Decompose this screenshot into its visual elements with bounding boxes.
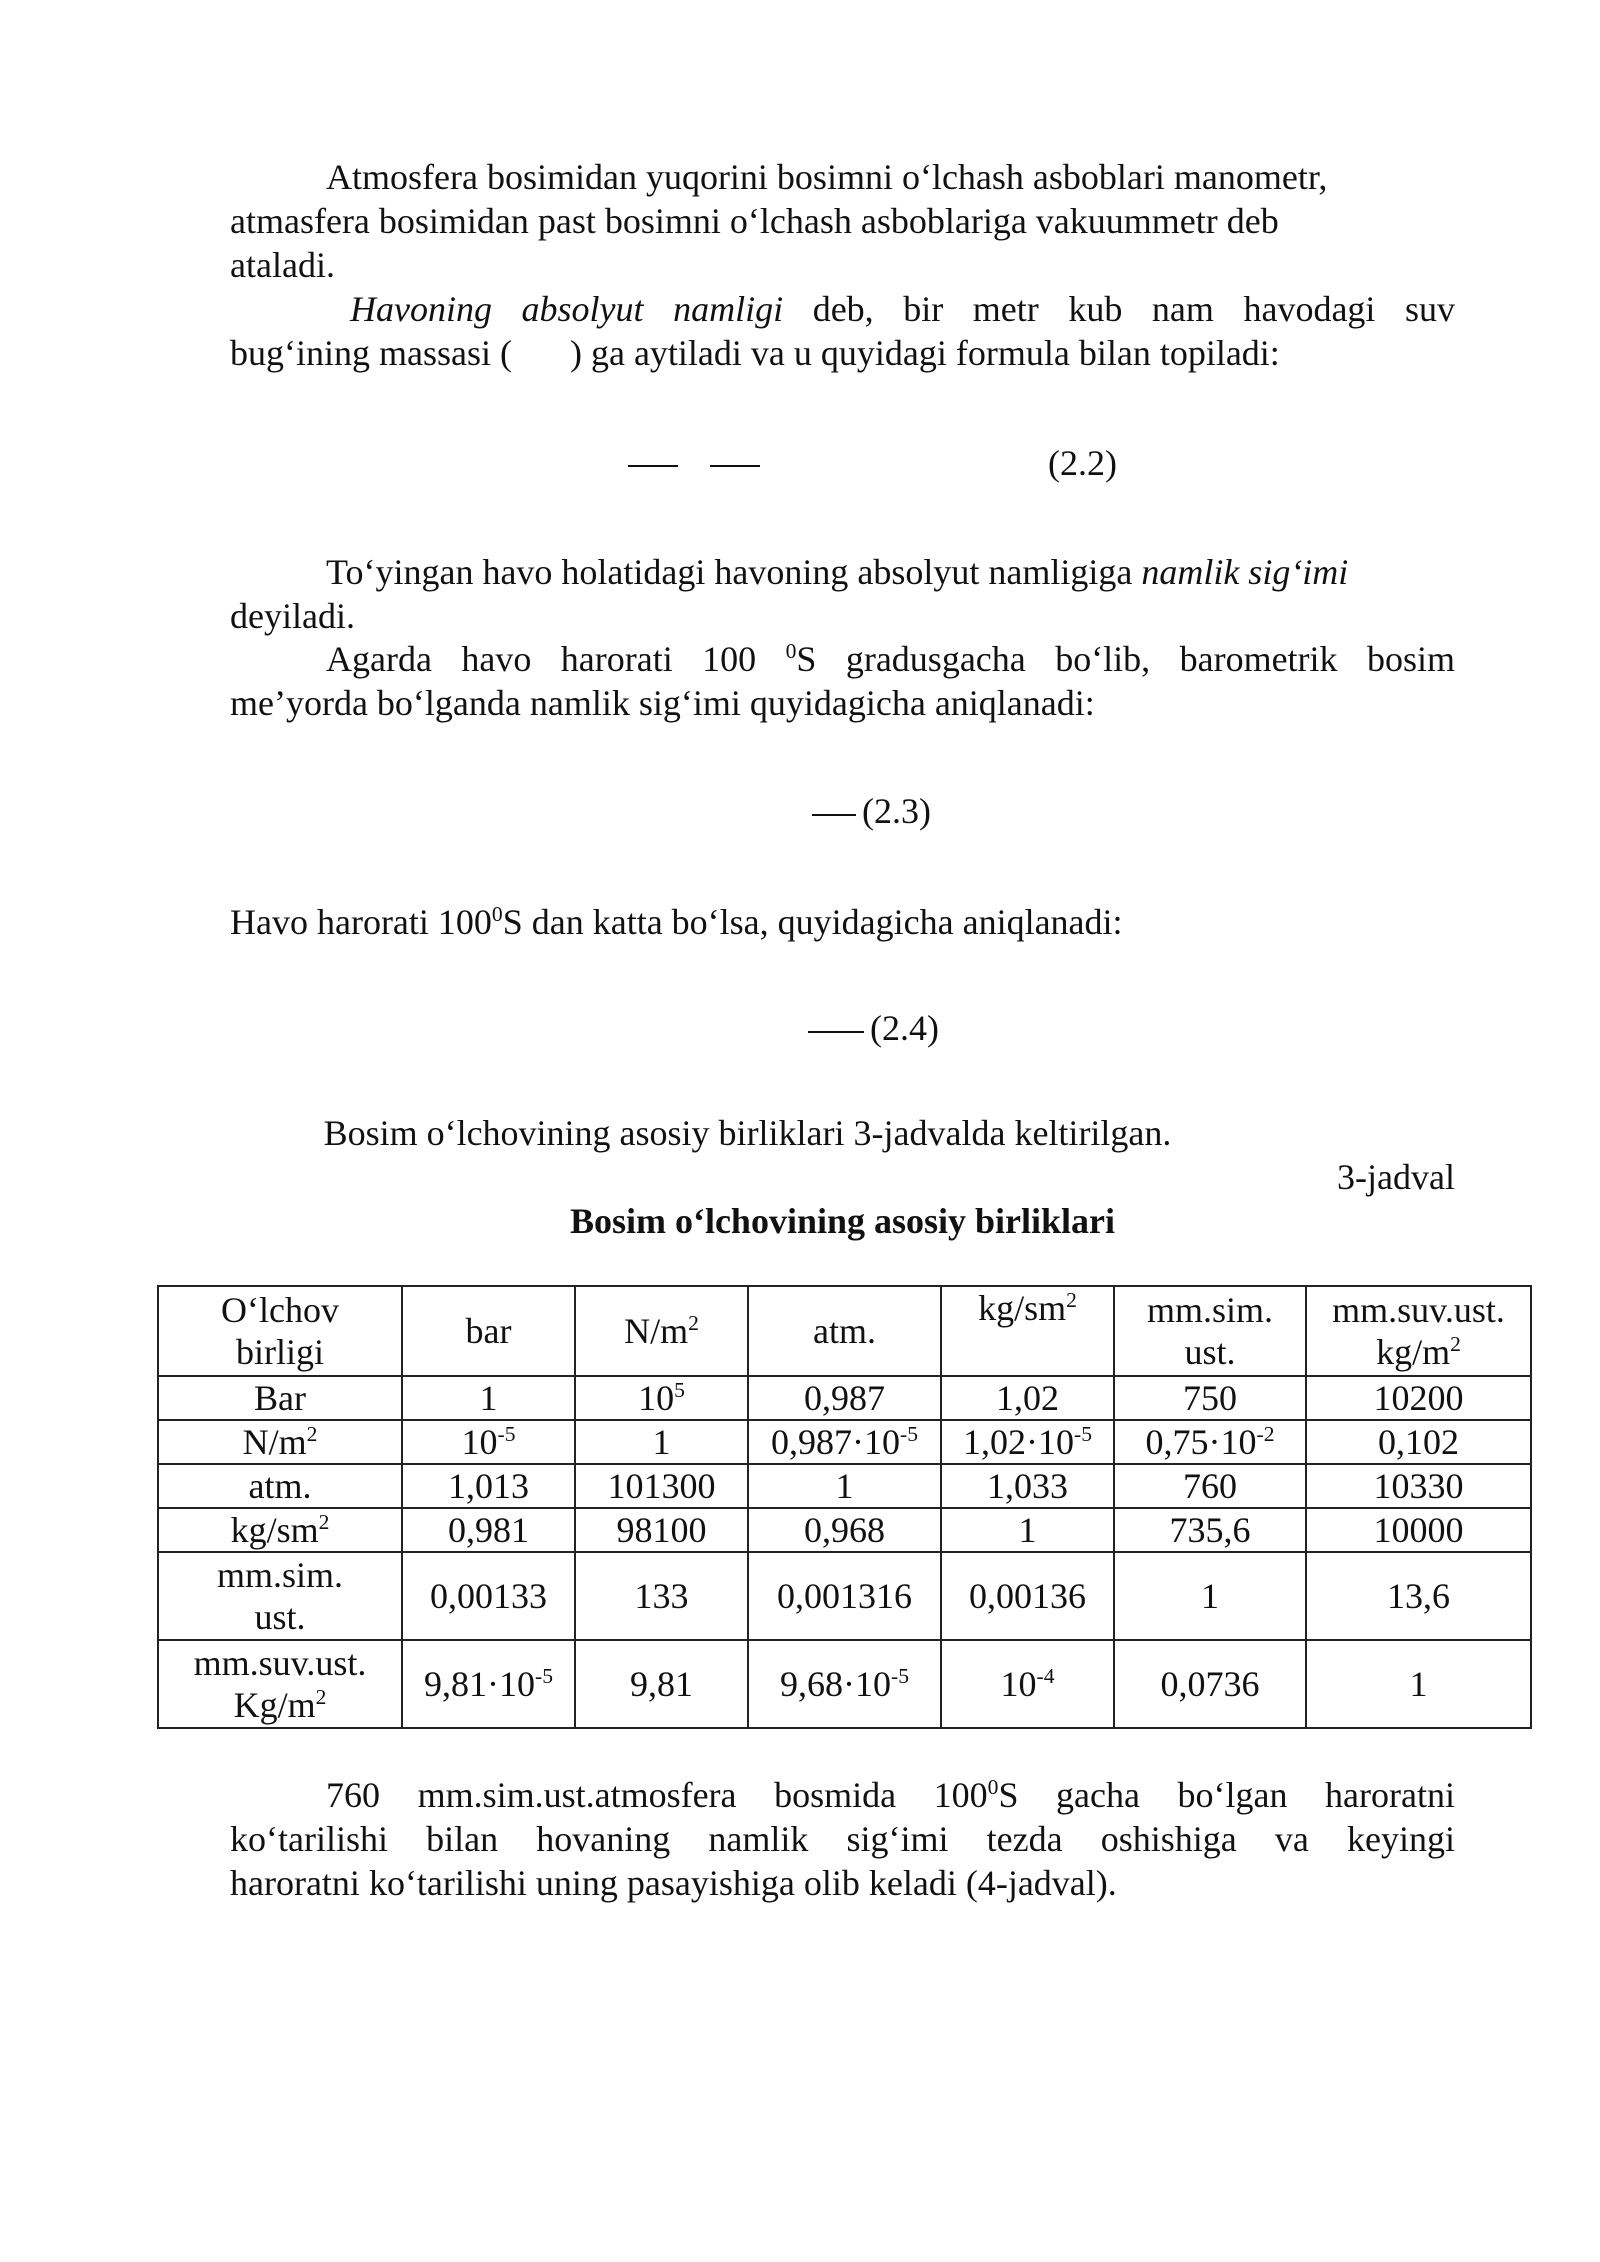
- header-cell: mm.suv.ust. $kg/m^2$: [1306, 1286, 1531, 1376]
- table-row: [158, 1376, 1531, 1420]
- italic-term: Havoning absolyut namligi: [350, 289, 784, 329]
- table-cell: $9,68\cdot 10^{-5}$: [748, 1640, 941, 1728]
- formula-label: (2.4): [870, 1008, 939, 1048]
- paragraph-humidity-capacity: [230, 1773, 1455, 1905]
- degree-superscript: 0: [785, 639, 797, 663]
- row-unit-cell: $kg/sm^2$: [158, 1508, 402, 1552]
- table-cell: 1: [1306, 1640, 1531, 1728]
- table-row: [158, 1640, 1531, 1728]
- header-cell: O‘lchov birligi: [158, 1286, 402, 1376]
- text-line: [230, 637, 1455, 681]
- text-fragment: Agarda havo harorati 100: [326, 639, 786, 679]
- table-row: [158, 1420, 1531, 1464]
- text-fragment: bug‘ining massasi (: [230, 333, 512, 373]
- row-unit-cell: mm.suv.ust. $Kg/m^2$: [158, 1640, 402, 1728]
- row-unit-cell: Bar: [158, 1376, 402, 1420]
- table-cell: 9,81: [575, 1640, 748, 1728]
- table-cell: 10000: [1306, 1508, 1531, 1552]
- text-fragment: 760 mm.sim.ust.atmosfera bosmida 100: [326, 1775, 988, 1815]
- table-cell: 1: [941, 1508, 1114, 1552]
- table-cell: 98100: [575, 1508, 748, 1552]
- row-unit-cell: mm.sim. ust.: [158, 1552, 402, 1640]
- formula-label: (2.2): [1048, 443, 1117, 483]
- table-cell: 0,987: [748, 1376, 941, 1420]
- text-line: [230, 331, 1455, 375]
- paragraph-absolute-humidity: [230, 287, 1455, 375]
- table-cell: 1: [1114, 1552, 1306, 1640]
- text-line: ataladi.: [230, 245, 335, 285]
- table-cell: 1,033: [941, 1464, 1114, 1508]
- text-line: [230, 1773, 1455, 1817]
- table-cell: 1: [402, 1376, 575, 1420]
- table-intro: Bosim o‘lchovining asosiy birliklari 3-jadvalda keltirilgan.: [323, 1113, 1172, 1153]
- table-cell: 0,968: [748, 1508, 941, 1552]
- header-cell: bar: [402, 1286, 575, 1376]
- formula-2-3: [812, 789, 931, 833]
- table-row: [158, 1464, 1531, 1508]
- text-fragment: To‘yingan havo holatidagi havoning absolyut namligiga: [326, 552, 1142, 592]
- table-cell: 760: [1114, 1464, 1306, 1508]
- paragraph-temperature-below-100: [230, 637, 1455, 725]
- degree-superscript: 0: [987, 1775, 999, 1799]
- header-cell: atm.: [748, 1286, 941, 1376]
- table-row: [158, 1508, 1531, 1552]
- text-line: Atmosfera bosimidan yuqorini bosimni o‘lchash asboblari manometr,: [326, 157, 1328, 197]
- table-cell: 10330: [1306, 1464, 1531, 1508]
- table-cell: 0,102: [1306, 1420, 1531, 1464]
- fraction-bar: [710, 465, 760, 467]
- paragraph-temperature-above-100: [230, 900, 1455, 944]
- header-cell: $N/m^2$: [575, 1286, 748, 1376]
- table-cell: $10^{-4}$: [941, 1640, 1114, 1728]
- table-cell: 0,001316: [748, 1552, 941, 1640]
- text-fragment: S gacha bo‘lgan haroratni: [998, 1775, 1455, 1815]
- formula-2-4: [808, 1006, 939, 1050]
- fraction-bar: [812, 814, 856, 816]
- table-cell: 101300: [575, 1464, 748, 1508]
- table-cell: 1,013: [402, 1464, 575, 1508]
- fraction-bar: [808, 1031, 864, 1033]
- text-fragment: S gradusgacha bo‘lib, barometrik bosim: [796, 639, 1455, 679]
- text-line: me’yorda bo‘lganda namlik sig‘imi quyidagicha aniqlanadi:: [230, 683, 1095, 723]
- table-cell: 1: [575, 1420, 748, 1464]
- text-fragment: S dan katta bo‘lsa, quyidagicha aniqlanadi:: [502, 902, 1123, 942]
- table-cell: 0,00136: [941, 1552, 1114, 1640]
- degree-superscript: 0: [491, 902, 503, 926]
- header-cell: mm.sim. ust.: [1114, 1286, 1306, 1376]
- text-line: ko‘tarilishi bilan hovaning namlik sig‘imi tezda oshishiga va keyingi: [230, 1819, 1455, 1859]
- row-unit-cell: $N/m^2$: [158, 1420, 402, 1464]
- table-cell: 133: [575, 1552, 748, 1640]
- pressure-units-table: [157, 1285, 1532, 1729]
- table-cell: 0,0736: [1114, 1640, 1306, 1728]
- text-line: haroratni ko‘tarilishi uning pasayishiga olib keladi (4-jadval).: [230, 1863, 1117, 1903]
- table-cell: 1: [748, 1464, 941, 1508]
- formula-label: (2.3): [862, 791, 931, 831]
- table-cell: 13,6: [1306, 1552, 1531, 1640]
- table-row: [158, 1552, 1531, 1640]
- table-cell: 10200: [1306, 1376, 1531, 1420]
- text-line: [230, 550, 1455, 594]
- italic-term: namlik sig‘imi: [1141, 552, 1349, 592]
- table-cell: 0,00133: [402, 1552, 575, 1640]
- text-line: deyiladi.: [230, 596, 355, 636]
- row-unit-cell: atm.: [158, 1464, 402, 1508]
- fraction-bar: [628, 465, 678, 467]
- table-cell: $10^{-5}$: [402, 1420, 575, 1464]
- table-cell: 0,981: [402, 1508, 575, 1552]
- table-cell: 735,6: [1114, 1508, 1306, 1552]
- text-line: [230, 900, 1455, 944]
- text-fragment: ) ga aytiladi va u quyidagi formula bilan topiladi:: [569, 333, 1280, 373]
- text-fragment: deb, bir metr kub nam havodagi suv: [783, 289, 1455, 329]
- table-number: 3-jadval: [1337, 1157, 1455, 1197]
- text-fragment: Havo harorati 100: [230, 902, 492, 942]
- table-cell: $0,987\cdot 10^{-5}$: [748, 1420, 941, 1464]
- table-title: Bosim o‘lchovining asosiy birliklari: [569, 1201, 1116, 1241]
- text-line: atmasfera bosimidan past bosimni o‘lchash asboblariga vakuummetr deb: [230, 201, 1279, 241]
- header-cell: $kg/sm^2$: [941, 1286, 1114, 1376]
- table-cell: $9,81\cdot 10^{-5}$: [402, 1640, 575, 1728]
- paragraph-saturated-air: [230, 550, 1455, 638]
- text-line: [230, 287, 1455, 331]
- formula-2-2: [628, 440, 766, 484]
- table-cell: $1,02\cdot 10^{-5}$: [941, 1420, 1114, 1464]
- paragraph-manometer: [230, 155, 1455, 287]
- table-header-row: [158, 1286, 1531, 1376]
- table-cell: $10^5$: [575, 1376, 748, 1420]
- table-cell: $0,75\cdot 10^{-2}$: [1114, 1420, 1306, 1464]
- table-cell: 1,02: [941, 1376, 1114, 1420]
- table-cell: 750: [1114, 1376, 1306, 1420]
